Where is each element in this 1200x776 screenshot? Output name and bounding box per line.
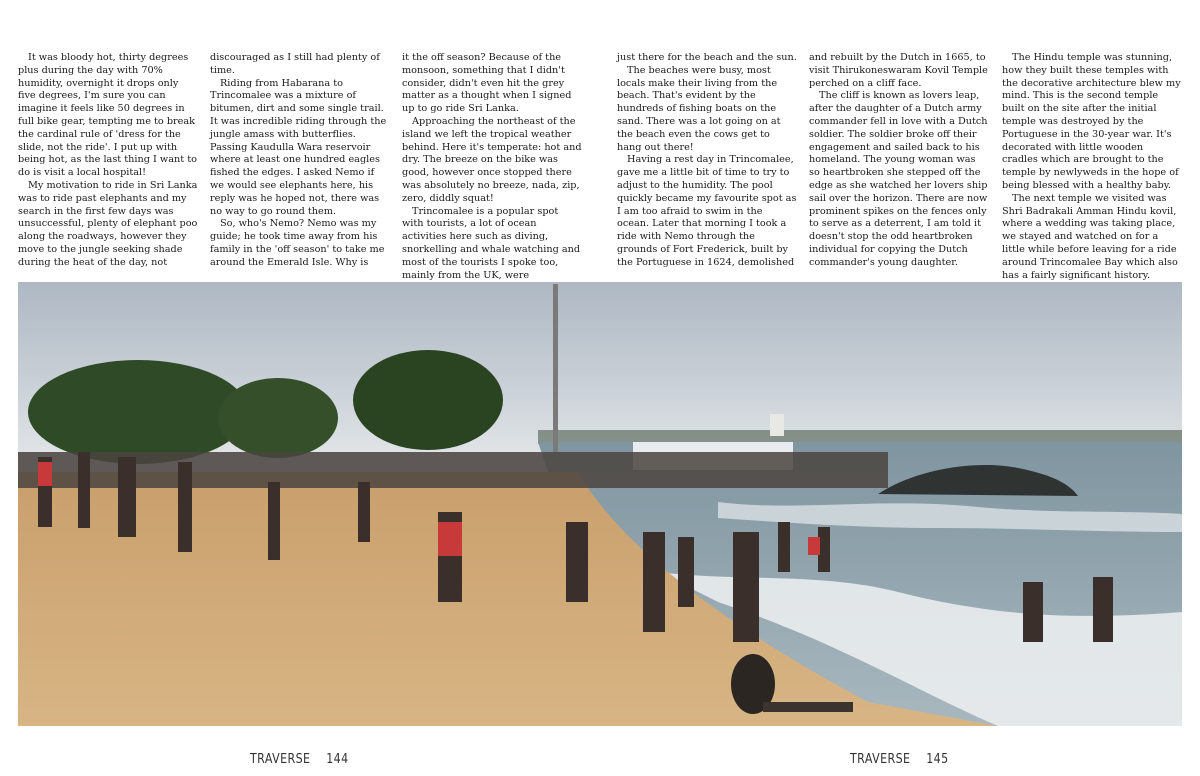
beach-crowd-photo — [18, 282, 1182, 726]
page-number: 144 — [326, 752, 349, 767]
page-footer-left — [250, 752, 349, 767]
paragraph: So, who's Nemo? Nemo was my guide; he took time away from his family in the 'off season' to take me around the Emerald Isle. Why is — [210, 218, 385, 268]
tree — [28, 360, 248, 464]
distant-coast — [538, 430, 1182, 444]
seated-woman-legs — [763, 702, 853, 712]
article-body — [18, 52, 1182, 281]
magazine-name: TRAVERSE — [250, 752, 311, 767]
paragraph: The beaches were busy, most locals make their living from the beach. That's evident by the hundreds of fishing boats on the sand. There was a lot going on at the beach even the cows get to hang out there! — [617, 64, 781, 153]
paragraph: It was bloody hot, thirty degrees plus during the day with 70% humidity, overnight it drops only five degrees, I'm sure you can imagine it feels like 50 degrees in full bike gear, tempting me to break the cardinal rule of 'dress for the slide, not the ride'. I put up with being hot, as the last thing I want to do is visit a local hospital! — [18, 52, 197, 179]
paragraph: Approaching the northeast of the island we left the tropical weather behind. Here it's temperate: hot and dry. The breeze on the bike was good, however once stopped there was absolutely no breeze, nada, zip, zero, diddly squat! — [402, 115, 582, 204]
tree — [353, 350, 503, 450]
magazine-name: TRAVERSE — [850, 752, 911, 767]
paragraph: The cliff is known as lovers leap, after the daughter of a Dutch army commander fell in love with a Dutch soldier. The soldier broke off their engagement and sailed back to his homeland. The young woman was so heartbroken she stepped off the edge as she watched her lovers ship sail over the horizon. There are now prominent spikes on the fences only to serve as a deterrent, I am told it doesn't stop the odd heartbroken individual for copying the Dutch commander's young daughter. — [809, 90, 988, 268]
paragraph: My motivation to ride in Sri Lanka was to ride past elephants and my search in the first few days was unsuccessful, plenty of elephant poo along the roadways, however they move to the jungle seeking shade during the heat of the day, not — [18, 179, 198, 268]
text-column-6 — [1002, 52, 1182, 281]
page-footer-right — [850, 752, 949, 767]
text-column-5 — [809, 52, 989, 274]
text-column-4 — [617, 52, 797, 274]
text-column-2 — [210, 52, 390, 274]
paragraph: Trincomalee is a popular spot with tourists, a lot of ocean activities here such as diving, snorkelling and whale watching and most of the tourists I spoke too, mainly from the UK, were — [402, 205, 581, 281]
paragraph: The Hindu temple was stunning, how they built these temples with the decorative architecture blew my mind. This is the second temple built on the site after the initial temple was destroyed by the Portuguese in the 30-year war. It's decorated with little wooden cradles which are brought to the temple by newlyweds in the hope of being blessed with a healthy baby. — [1002, 52, 1181, 191]
paragraph: and rebuilt by the Dutch in 1665, to visit Thirukoneswaram Kovil Temple perched on a cliff face. — [809, 52, 988, 89]
paragraph: it the off season? Because of the monsoon, something that I didn't consider, didn't even hit the grey matter as a thought when I signed up to go ride Sri Lanka. — [402, 52, 572, 115]
crowd — [18, 452, 888, 488]
paragraph: just there for the beach and the sun. — [617, 52, 797, 63]
paragraph: discouraged as I still had plenty of time. — [210, 52, 380, 76]
text-column-1 — [18, 52, 198, 274]
paragraph: Having a rest day in Trincomalee, gave me a little bit of time to try to adjust to the humidity. The pool quickly became my favourite spot as I am too afraid to swim in the ocean. Later that morning I took a ride with Nemo through the grounds of Fort Frederick, built by the Portuguese in 1624, demolished — [617, 154, 797, 268]
distant-building — [770, 414, 784, 436]
utility-pole — [553, 284, 558, 452]
paragraph: Riding from Habarana to Trincomalee was a mixture of bitumen, dirt and some single trail. It was incredible riding through the jungle amass with butterflies. Passing Kaudulla Wara reservoir where at least one hundred eagles fished the edges. I asked Nemo if we would see elephants here, his reply was he hoped not, there was no way to go round them. — [210, 77, 387, 217]
tree — [218, 378, 338, 458]
page-number: 145 — [926, 752, 949, 767]
text-column-3 — [402, 52, 582, 281]
paragraph: The next temple we visited was Shri Badrakali Amman Hindu kovil, where a wedding was taking place, we stayed and watched on for a little while before leaving for a ride around Trincomalee Bay which also has a fairly significant history. — [1002, 192, 1178, 281]
